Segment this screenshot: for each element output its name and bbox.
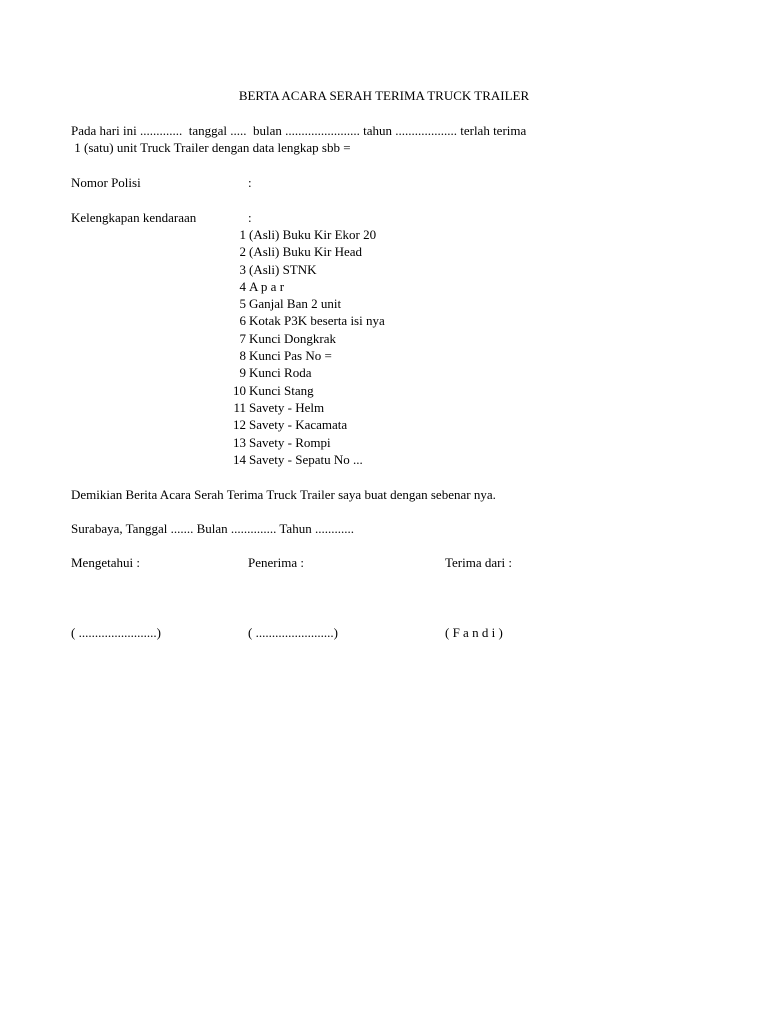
item-number: 4 [239, 278, 246, 294]
item-number: 8 [239, 348, 246, 364]
item-text: Kunci Stang [249, 382, 314, 398]
item-text: Savety - Sepatu No ... [249, 451, 363, 467]
list-item [220, 226, 377, 243]
list-item [220, 364, 312, 381]
list-item [220, 382, 314, 399]
item-number: 7 [239, 330, 246, 346]
kelengkapan-colon: : [248, 210, 252, 225]
terima-dari-signature: ( F a n d i ) [445, 625, 503, 640]
item-number: 10 [233, 382, 246, 398]
list-item [220, 278, 285, 295]
penerima-label: Penerima : [248, 555, 304, 570]
item-text: A p a r [249, 278, 285, 294]
document-title: BERTA ACARA SERAH TERIMA TRUCK TRAILER [238, 88, 530, 103]
list-item [220, 330, 337, 347]
terima-dari-label: Terima dari : [445, 555, 512, 570]
item-text: Ganjal Ban 2 unit [249, 296, 342, 312]
item-text: Kotak P3K beserta isi nya [249, 313, 385, 329]
item-text: (Asli) Buku Kir Head [249, 244, 363, 260]
penerima-signature: ( ........................) [248, 625, 338, 640]
list-item [220, 261, 317, 278]
item-number: 9 [239, 365, 246, 381]
item-number: 2 [239, 244, 246, 260]
list-item [220, 295, 342, 312]
item-text: Kunci Pas No = [249, 348, 332, 364]
item-number: 13 [233, 434, 246, 450]
kelengkapan-label: Kelengkapan kendaraan [71, 210, 197, 225]
nomor-polisi-colon: : [248, 175, 252, 190]
list-item [220, 312, 385, 329]
list-item [220, 243, 363, 260]
intro-line-2: 1 (satu) unit Truck Trailer dengan data lengkap sbb = [71, 140, 351, 155]
item-number: 3 [239, 261, 246, 277]
item-number: 6 [239, 313, 246, 329]
mengetahui-label: Mengetahui : [71, 555, 140, 570]
list-item [220, 451, 363, 468]
item-text: Kunci Roda [249, 365, 312, 381]
item-text: Savety - Rompi [249, 434, 331, 450]
item-number: 5 [239, 296, 246, 312]
kelengkapan-list [220, 226, 385, 468]
item-text: (Asli) Buku Kir Ekor 20 [249, 227, 377, 242]
nomor-polisi-label: Nomor Polisi [71, 175, 141, 190]
item-text: (Asli) STNK [249, 261, 317, 277]
list-item [220, 347, 332, 364]
closing-statement: Demikian Berita Acara Serah Terima Truck Trailer saya buat dengan sebenar nya. [71, 487, 496, 502]
item-number: 11 [233, 399, 246, 415]
list-item [220, 416, 348, 433]
item-text: Kunci Dongkrak [249, 330, 337, 346]
item-number: 12 [233, 417, 246, 433]
item-number: 1 [239, 227, 246, 242]
intro-line-1: Pada hari ini ............. tanggal ..... bulan ....................... tahun ................... terlah terima [71, 123, 527, 138]
list-item [220, 399, 325, 416]
item-number: 14 [233, 451, 246, 467]
item-text: Savety - Helm [249, 399, 325, 415]
list-item [220, 434, 331, 451]
item-text: Savety - Kacamata [249, 417, 348, 433]
mengetahui-signature: ( ........................) [71, 625, 161, 640]
place-date-line: Surabaya, Tanggal ....... Bulan .............. Tahun ............ [71, 521, 354, 536]
